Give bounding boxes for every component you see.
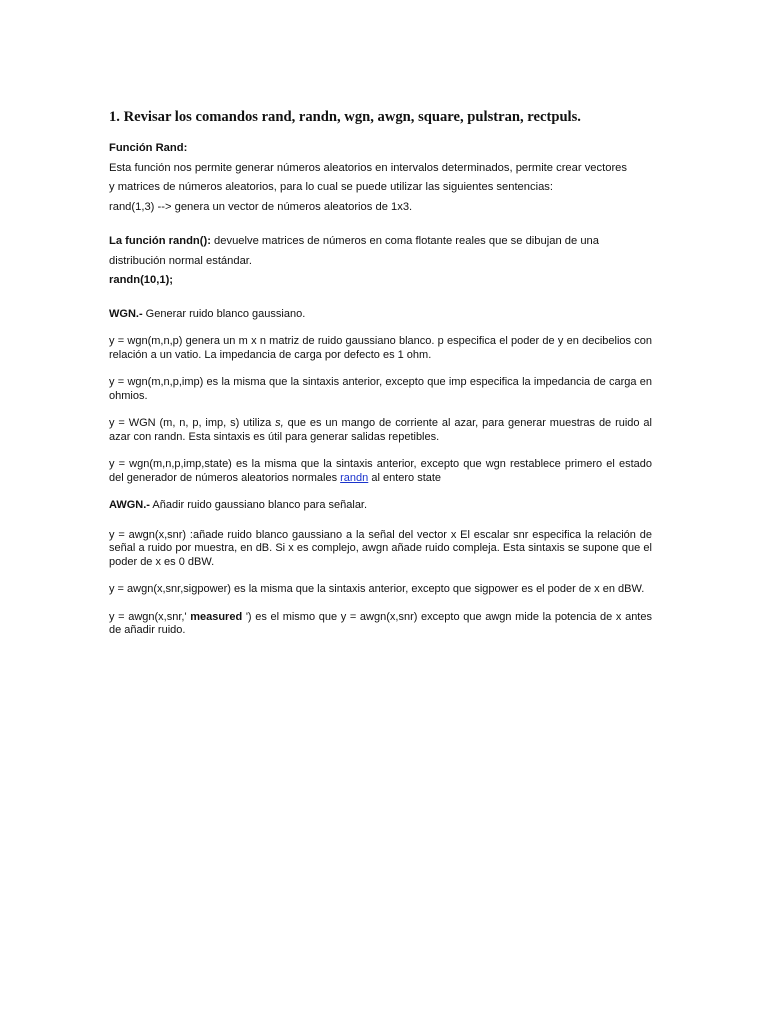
- rand-line-1: Esta función nos permite generar números aleatorios en intervalos determinados, permite crear vectores: [109, 161, 627, 174]
- wgn-paragraph-1: y = wgn(m,n,p) genera un m x n matriz de ruido gaussiano blanco. p especifica el poder de y en decibelios con relación a un vatio. La impedancia de carga por defecto es 1 ohm.: [109, 335, 652, 361]
- rand-line-2: y matrices de números aleatorios, para lo cual se puede utilizar las siguientes sentencias:: [109, 181, 554, 193]
- wgn-paragraph-2: y = wgn(m,n,p,imp) es la misma que la sintaxis anterior, excepto que imp especifica la impedancia de carga en ohmios.: [109, 376, 652, 402]
- awgn-paragraph-1: y = awgn(x,snr) :añade ruido blanco gaussiano a la señal del vector x El escalar snr especifica la relación de señal a ruido por muestra, en dB. Si x es complejo, awgn añade ruido compleja. Esta sintaxis se supone que el poder de x es 0 dBW.: [109, 528, 652, 568]
- rand-line-3: rand(1,3) --> genera un vector de números aleatorios de 1x3.: [109, 200, 413, 213]
- rand-heading: Función Rand:: [109, 142, 188, 154]
- randn-example: randn(10,1);: [109, 274, 174, 286]
- awgn-paragraph-2: y = awgn(x,snr,sigpower) es la misma que la sintaxis anterior, excepto que sigpower es el poder de x en dBW.: [109, 583, 645, 595]
- randn-link[interactable]: randn: [340, 471, 369, 484]
- randn-label: La función randn():: [109, 235, 211, 247]
- awgn-heading: AWGN.- Añadir ruido gaussiano blanco para señalar.: [109, 499, 368, 511]
- awgn-label: AWGN.-: [109, 499, 150, 511]
- awgn-paragraph-3: y = awgn(x,snr,' measured ') es el mismo que y = awgn(x,snr) excepto que awgn mide la potencia de x antes de añadir ruido.: [109, 610, 652, 636]
- page-title: 1. Revisar los comandos rand, randn, wgn, awgn, square, pulstran, rectpuls.: [109, 109, 581, 125]
- wgn-heading: WGN.- Generar ruido blanco gaussiano.: [109, 307, 306, 320]
- wgn-paragraph-4: y = wgn(m,n,p,imp,state) es la misma que la sintaxis anterior, excepto que wgn restablece primero el estado del generador de números aleatorios normales randn al entero state: [109, 458, 652, 484]
- document-content: [109, 108, 652, 638]
- wgn-paragraph-3: y = WGN (m, n, p, imp, s) utiliza s, que es un mango de corriente al azar, para generar muestras de ruido al azar con randn. Esta sintaxis es útil para generar salidas repetibles.: [109, 417, 652, 443]
- randn-line-2: distribución normal estándar.: [109, 254, 253, 267]
- wgn-label: WGN.-: [109, 307, 143, 320]
- randn-line-1: La función randn(): devuelve matrices de números en coma flotante reales que se dibujan de una: [109, 235, 599, 247]
